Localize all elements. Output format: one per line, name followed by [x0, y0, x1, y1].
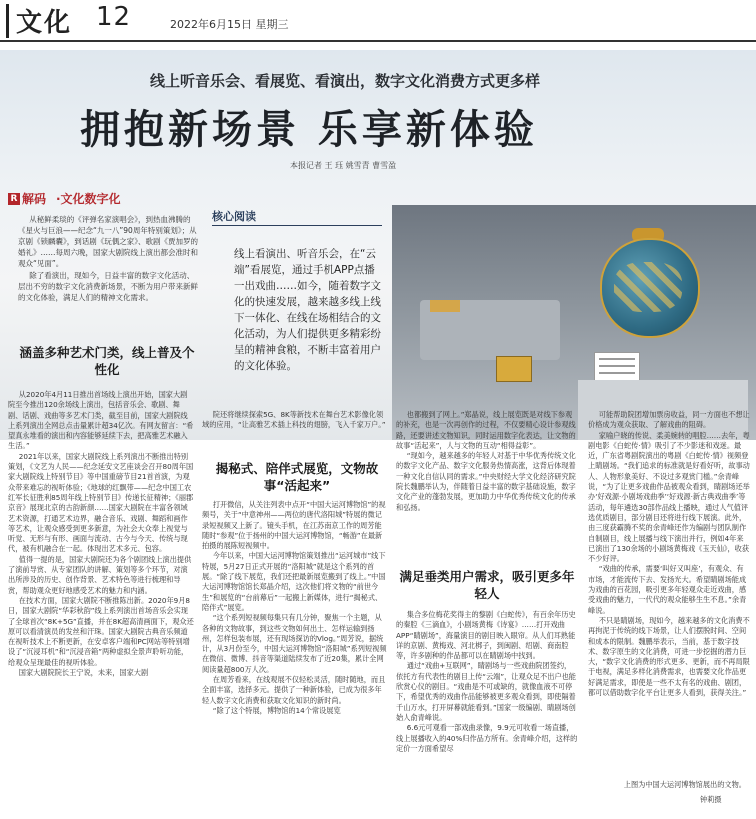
subhead-3: 满足垂类用户需求，吸引更多年轻人	[399, 569, 575, 601]
paragraph: 在周芳看来，在线观展不仅轻松灵活，随时随地，而且全面丰富，选择多元。提供了一种新体验，已成为很多年轻人数字文化消费和获取文化知识的新时尚。	[202, 675, 386, 705]
paragraph: 不只是睛剧场，现如今，越来越多的文化消费不再拘泥于传统的线下场景，让人们摆脱时间、空间和成本的限制。魏鹏举表示，当前，基于数字技术、数字原生的文化消费，可进一步挖掘的潜力巨大，“数字文化消费的形式更多、更新，而不再局限于电视，满足多样化消费需求，也需要文化作品更好满足需求，即使是一些不太有名的戏曲、剧团，都可以借助数字化平台让更多人看到，获得关注。”	[588, 615, 750, 698]
paragraph: 可能帮助院团增加票房收益，同一方面也不想让价格成为观众获取、了解戏曲的阻碍。	[588, 410, 750, 430]
paragraph: “现如今，越来越多的年轻人对基于中华优秀传统文化的数字文化产品、数字文化服务热情高涨，这背后体现着一种文化自信认同的需求。”中央财经大学文化经济研究院院长魏鹏举认为，伴随着日益丰富的数字基础设施，数字文化产业的蓬勃发展，更加助力中华优秀传统文化的传承和弘扬。	[396, 451, 576, 512]
tag-topic: ·文化数字化	[56, 192, 121, 206]
paragraph: 2021年以来，国家大剧院线上系列演出不断推出特别策划，《文艺为人民——纪念延安文艺座谈会召开80周年国家大剧院线上特别节目》等中国重磅节目21首首演，为观众带来难忘的视听体验；《地球的红飘带——纪念中国工农红军长征胜利85周年线上特别节目》传递长征精神；《丽郡京音》展现北京的古韵新颜……国家大剧院在丰富各领域艺术资源，打通艺术边界，融合音乐、戏剧、舞蹈和画作等艺术，让观众感受到更多新意，为社会大众奉上视觉与听觉、无形与有形、画面与流动、古今与今天、传统与现代，被有机融合在一起。体现出艺术多元、包容。	[8, 451, 194, 554]
page-header	[0, 0, 756, 42]
paragraph: 也都搬到了网上。”郑晶说，线上展览既是对线下参观的补充，也是一次再创作的过程，不仅要精心设计参观线路，还要讲述文物知识，同时运用数字化表达，让文物的故事“活起来”，人与文物的互动“相得益彰”。	[396, 410, 576, 450]
intro-text	[18, 214, 200, 304]
column-3	[396, 610, 578, 810]
column-3-top	[396, 410, 578, 560]
paragraph: 集合多位梅花奖得主的黎剧《白蛇传》，有百余年历史的秦腔《三滴血》，小剧场黄梅《诗宴》……打开戏曲APP“睛剧场”，海量演目的剧目映入眼帘。从人们耳熟能详的京剧、黄梅戏、河北梆子，到闽剧、绍剧、商南腔等，许多剧种的作品都可以在睛剧场中找到。	[396, 610, 576, 661]
tag-badge-icon: R	[8, 193, 20, 205]
paragraph: 家喻户晓的传说、柔美婉转的唱腔……去年，粤剧电影《白蛇传·情》吸引了不少影迷和戏迷。最近，广东省粤剧院演出的粤剧《白蛇传·情》视频登上睛剧场。“我们追求的标准就是好看好听，故事动人、人物形象美好、不设过多观赏门槛。”余青峰说，“为了让更多戏曲作品被观众看到，睛剧场还举办‘好戏源·小剧场戏曲季’‘好戏源·新古典戏曲季’等活动，每年遴选30部作品线上播映，通过人气值评选优质剧目，部分剧目还将进行线下展演。此外，由三度获霸腾不奖的余青峰还作为编剧与团队制作自制剧目，线上展播与线下演出并行，例如4年来已演出了130余场的小剧场黄梅戏《玉天仙》，收获不少好评。	[588, 430, 750, 564]
paragraph: 今年以来，中国大运河博物馆策划推出“运河城市”线下特展，5月27日正式开展的“洛阳城”就是这个系列的首展。“除了线下展览，我们还把最新展览搬到了线上。”中国大运河博物馆馆长郑晶介绍，这次他们将文物的“前世今生”和展览的“台前幕后”一起搬上新媒体，进行“揭秘式、陪伴式”展览。	[202, 551, 386, 612]
artifact-gold-small	[430, 300, 460, 312]
hero-byline: 本报记者 王 珏 姚雪青 曹雪盈	[290, 161, 397, 170]
photo-caption: 上图为中国大运河博物馆展出的文物。	[623, 780, 746, 789]
paragraph: “这个系列短视频每集只有几分钟，聚焦一个主题，从各种的文物故事，到这些文物如何出土、怎样运输到扬州，怎样包装布展，还有现场探访的Vlog。”周芳说，据统计，从3月份至今，中国大运河博物馆“洛阳城”系列短视频在微信、微博、抖音等渠道陆续发布了近20集，累计全网阅读量超800万人次。	[202, 613, 387, 674]
core-reading-title: 核心阅读	[212, 210, 256, 223]
hero-subtitle: 线上听音乐会、看展览、看演出，数字文化消费方式更多样	[150, 72, 541, 90]
paragraph: 6.6元可观看一部戏曲录像，9.9元可收看一场直播，线上展播收入的40%归作品方所有。余青峰介绍，这样的定价一方面希望尽	[396, 723, 578, 753]
paragraph: “除了这个特展，博物馆的14个常设展览	[212, 705, 341, 715]
photo-credit: 钟莉摄	[700, 795, 722, 804]
header-rule	[0, 40, 756, 42]
column-2	[202, 500, 388, 810]
artifact-gold-box	[496, 356, 532, 382]
jar-pattern	[614, 262, 682, 312]
paragraph: 院还将继续探索5G、8K等新技术在舞台艺术影像化领域的应用，“让高雅艺术插上科技的翅膀，飞入千家万户。”	[202, 410, 386, 430]
exhibit-plaque	[594, 352, 640, 382]
tag-label: 解码	[22, 192, 47, 206]
paragraph: 值得一提的是，国家大剧院还为各个剧团线上演出提供了演前导赏、从专家团队的讲解、策划等多个环节，对演出所涉及的历史、创作背景、艺术特色等进行梳理和导赏，帮助观众更好地感受艺术的魅力和内涵。	[8, 554, 192, 595]
section-name: 文化	[16, 8, 73, 38]
core-reading-body: 线上看演出、听音乐会，在“云端”看展览，通过手机APP点播一出戏曲……如今，随着数字文化的快速发展，越来越多线上线下一体化、在线在场相结合的文化活动，为人们提供更多精彩纷呈的精神食粮，不断丰富着用户的文化体验。	[234, 248, 381, 372]
paragraph: 国家大剧院院长王宁说，未来，国家大剧	[18, 668, 149, 678]
page-number: 12	[96, 2, 132, 32]
issue-date: 2022年6月15日 星期三	[170, 18, 289, 31]
intro-paragraph: 从秘鲜柔琰的《评弹名家演唱会》，到热血沸腾的《星火与巨浪——纪念“九一八”90周年特别策划》；从京剧《锁麟囊》，到话剧《玩偶之家》、歌剧《贾加罗的婚礼》……每周六晚，国家大剧院线上演出都会准时和观众“见面”。	[18, 215, 198, 268]
paragraph: 打开微信，从关注列表中点开“中国大运河博物馆”的视频号，关于“中意神州——两位的唐代洛阳城”特展的微记录短视频又上新了。镜头手机，在江苏南京工作的周芳能随时“参观”位于扬州的中国大运河博物馆，“畅游”在最新拍摄的展陈短视频中。	[202, 500, 386, 551]
hero-title: 拥抱新场景 乐享新体验	[80, 107, 538, 153]
column-4	[588, 410, 750, 776]
subhead-2: 揭秘式、陪伴式展览，文物故事“活起来”	[215, 461, 379, 493]
column-2-top	[202, 410, 388, 442]
column-1	[8, 390, 194, 810]
core-reading-rule	[212, 225, 382, 226]
intro-paragraph: 除了看演出，现如今，日益丰富的数字文化活动、层出不穷的数字文化消费新场景，不断为用户带来新鲜的文化体验，满足人们的精神文化需求。	[18, 271, 198, 302]
header-bar	[6, 4, 9, 38]
paragraph: “戏曲的传承，需要‘叫好又叫座’，有观众、有市场，才能流传下去、发扬光大。希望睛剧场能成为戏曲的百花园，吸引更多年轻观众走近戏曲，感受戏曲的魅力，一代代的观众能够生生不息。”余青峰说。	[588, 564, 747, 615]
subhead-1: 涵盖多种艺术门类，线上普及个性化	[19, 345, 195, 377]
paragraph: 通过“戏曲+互联网”，睛剧场与一些戏曲院团签约，依托方有代表性的剧目上传“云端”，让观众足不出户也能欣赏心仪的剧目。“戏曲是不可或缺的，就像血液不可停下，希望优秀的戏曲作品能够被更多观众看到，即使隔着千山万水，打开屏幕就能看到。”国家一级编剧、睛剧场创始人俞青峰说。	[396, 661, 576, 722]
paragraph: 从2020年4月11日推出首场线上演出开始，国家大剧院至今推出120余场线上演出，包括音乐会、歌剧、舞剧、话剧、戏曲等多艺术门类，截至目前，国家大剧院线上系列演出全网总点击量累计超34亿次。有网友留言：“希望真永堆看的演出和内容能够延续下去，把高雅艺术融入生活。”	[8, 390, 194, 451]
paragraph: 在技术方面，国家大剧院不断推陈出新。2020年9月8日，国家大剧院“华彩秋韵”线上系列演出首场音乐会实现了全球首次“8K+5G”直播，并在8K超高清画面下，观众还原可以看清演员的发丝和汗珠。国家大剧院古典音乐频道在视听技术上不断更新，在安卓客户端和PC网站等特别增设了“沉浸耳机”和“沉浸音箱”两种虚拟全景声聆听功能，给观众呈现最佳的视听体验。	[8, 595, 194, 667]
